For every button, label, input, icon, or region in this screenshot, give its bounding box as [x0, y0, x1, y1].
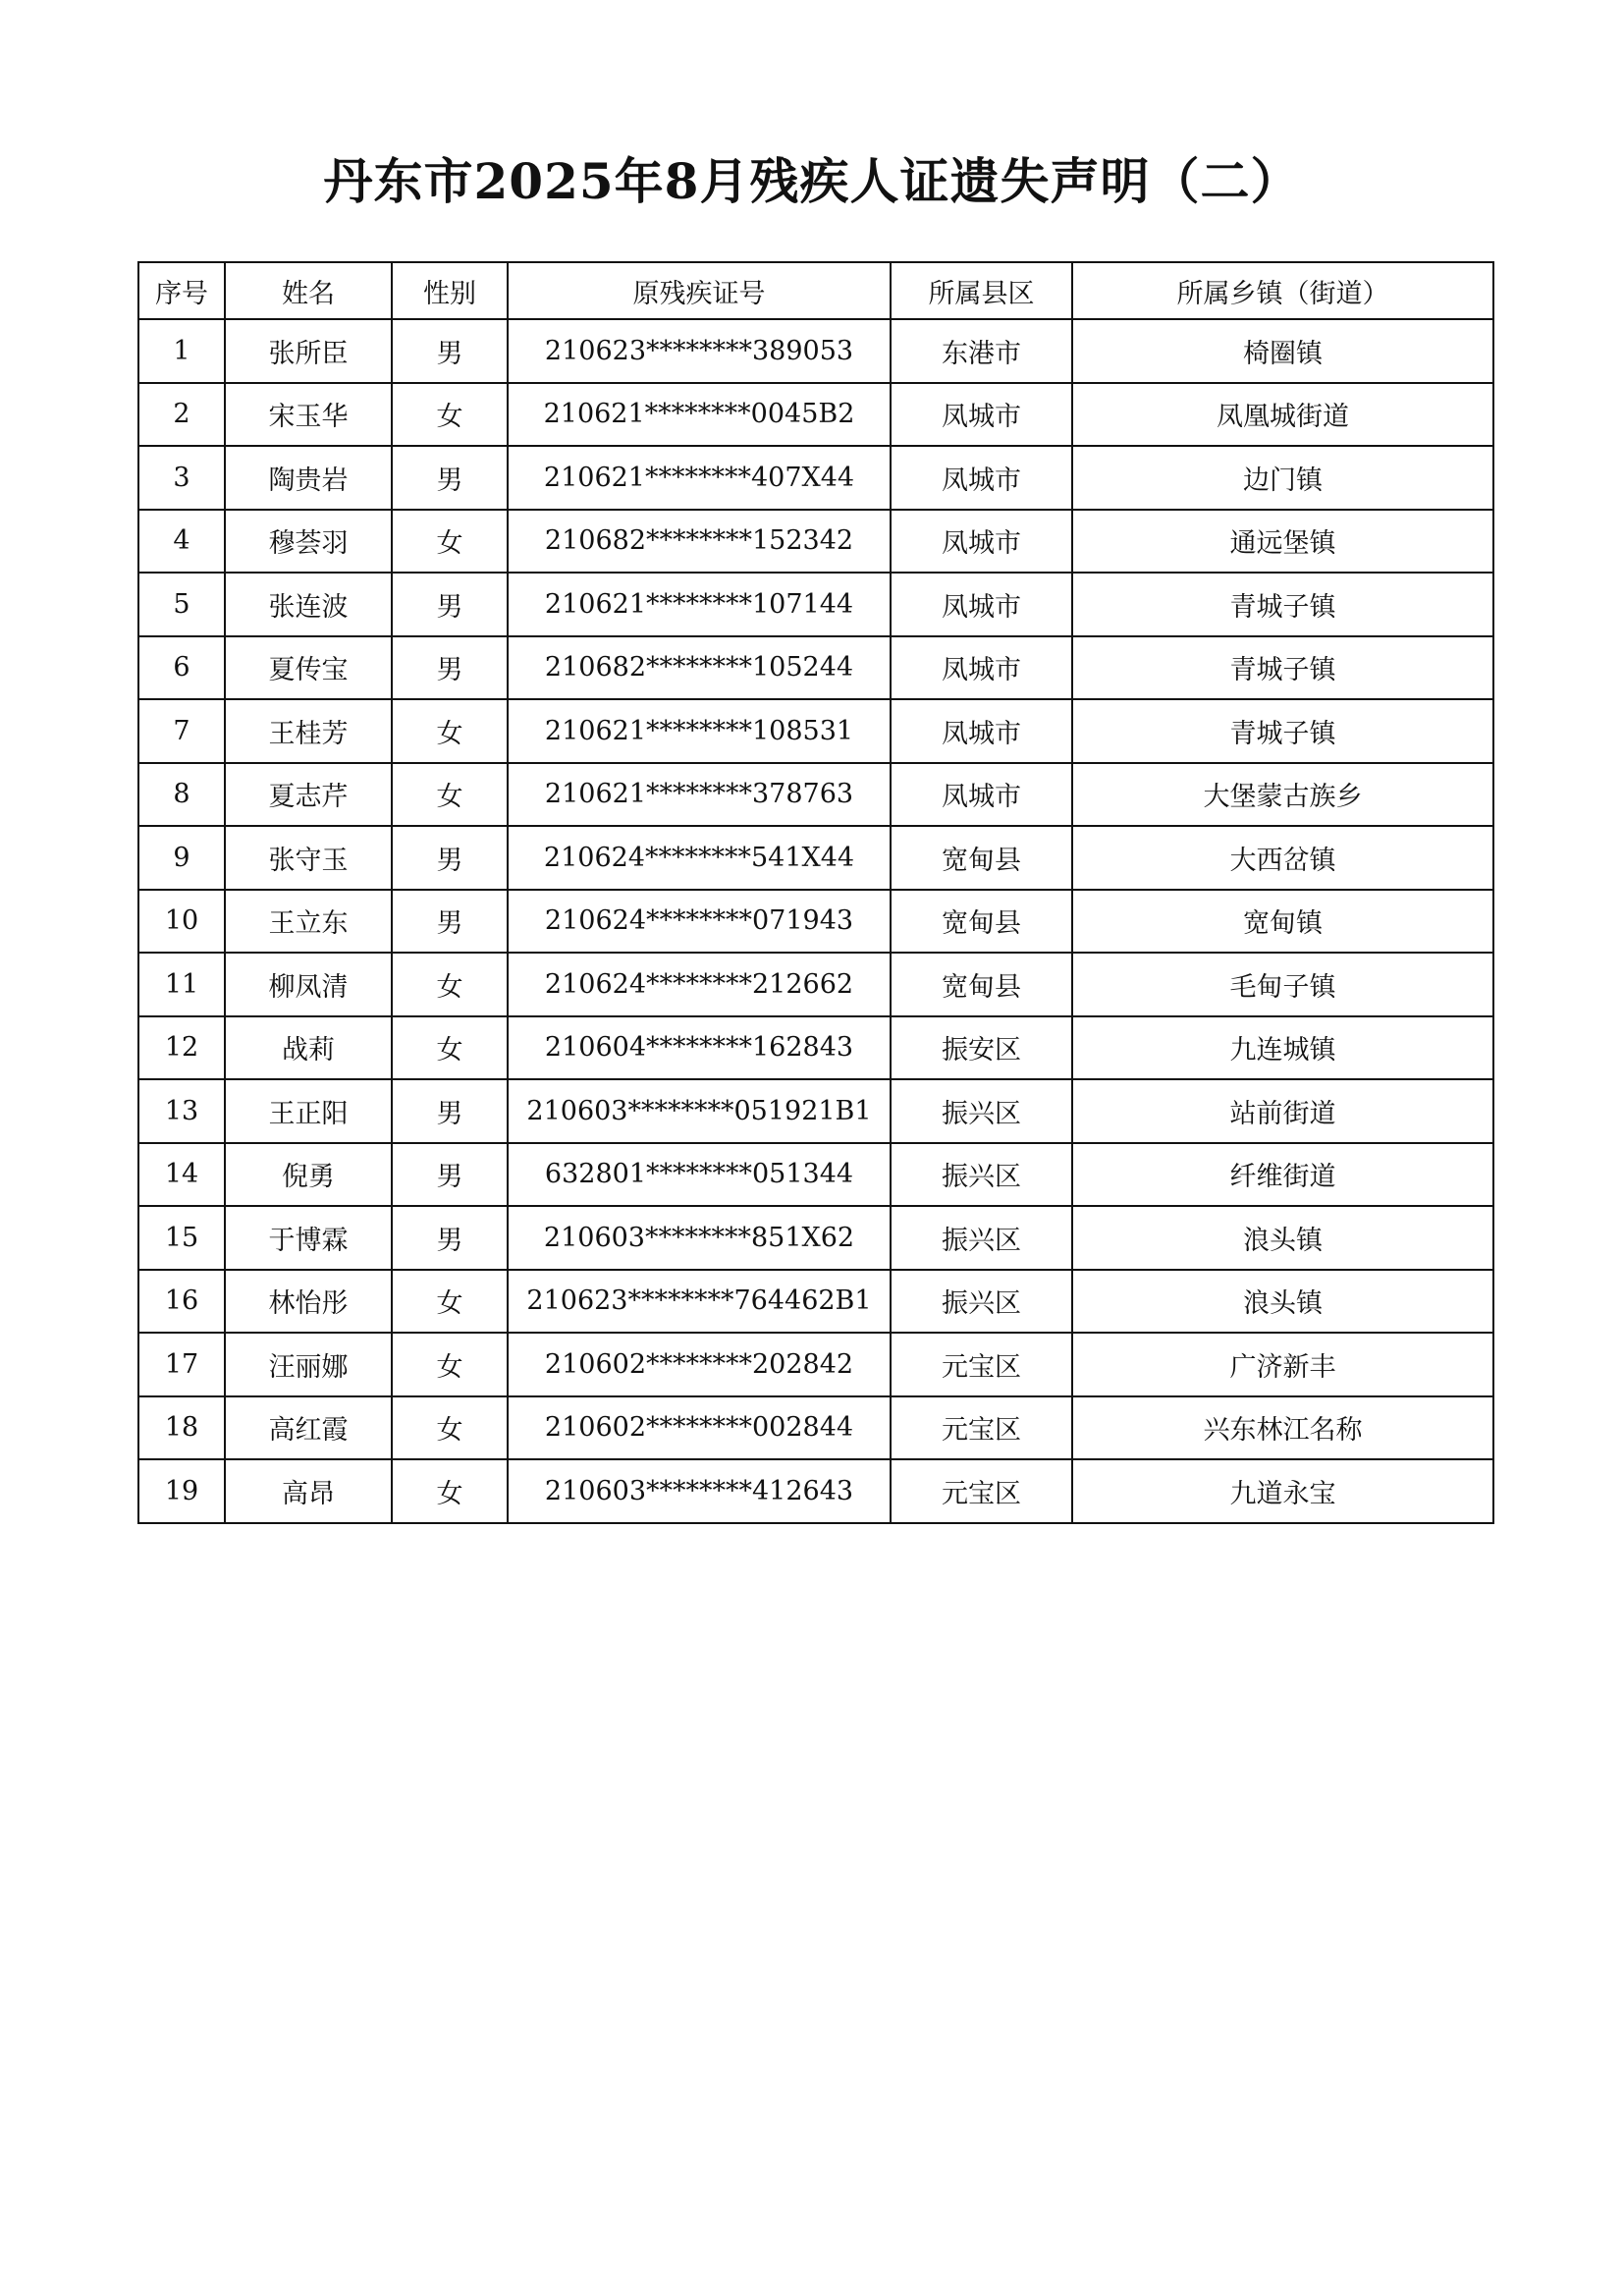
cell-index: 12 [138, 1016, 225, 1080]
cell-name: 高红霞 [225, 1396, 392, 1460]
cell-gender: 女 [392, 699, 508, 763]
table-row [138, 636, 1493, 700]
table-header-row [138, 262, 1493, 319]
cell-county: 凤城市 [891, 383, 1072, 447]
page-title: 丹东市2025年8月残疾人证遗失声明（二） [323, 152, 1301, 210]
table-row [138, 573, 1493, 636]
table-row [138, 1333, 1493, 1396]
cell-name: 张所臣 [225, 319, 392, 383]
table-row [138, 1206, 1493, 1270]
cell-county: 凤城市 [891, 510, 1072, 574]
table-row [138, 1396, 1493, 1460]
cell-name: 张守玉 [225, 826, 392, 890]
cell-index: 1 [138, 319, 225, 383]
cell-certificate-number: 210621********0045B2 [508, 383, 891, 447]
cell-index: 4 [138, 510, 225, 574]
cell-name: 柳凤清 [225, 953, 392, 1016]
cell-certificate-number: 210624********212662 [508, 953, 891, 1016]
cell-certificate-number: 210682********105244 [508, 636, 891, 700]
cell-certificate-number: 632801********051344 [508, 1143, 891, 1207]
lost-certificate-table [137, 261, 1494, 1524]
cell-gender: 女 [392, 1459, 508, 1523]
cell-gender: 女 [392, 510, 508, 574]
header-county: 所属县区 [891, 262, 1072, 319]
header-certificate-number: 原残疾证号 [508, 262, 891, 319]
cell-index: 5 [138, 573, 225, 636]
cell-town: 青城子镇 [1072, 573, 1493, 636]
cell-town: 站前街道 [1072, 1079, 1493, 1143]
cell-town: 青城子镇 [1072, 636, 1493, 700]
cell-county: 宽甸县 [891, 953, 1072, 1016]
cell-gender: 女 [392, 763, 508, 827]
cell-index: 8 [138, 763, 225, 827]
header-index: 序号 [138, 262, 225, 319]
cell-county: 凤城市 [891, 573, 1072, 636]
cell-town: 通远堡镇 [1072, 510, 1493, 574]
cell-county: 元宝区 [891, 1396, 1072, 1460]
cell-gender: 女 [392, 1270, 508, 1334]
cell-gender: 女 [392, 953, 508, 1016]
header-gender: 性别 [392, 262, 508, 319]
cell-index: 17 [138, 1333, 225, 1396]
cell-name: 汪丽娜 [225, 1333, 392, 1396]
cell-certificate-number: 210621********108531 [508, 699, 891, 763]
cell-name: 张连波 [225, 573, 392, 636]
cell-certificate-number: 210624********071943 [508, 890, 891, 954]
cell-town: 大西岔镇 [1072, 826, 1493, 890]
table-row [138, 1459, 1493, 1523]
cell-name: 穆荟羽 [225, 510, 392, 574]
table-row [138, 1143, 1493, 1207]
cell-gender: 男 [392, 826, 508, 890]
cell-name: 王正阳 [225, 1079, 392, 1143]
cell-name: 陶贵岩 [225, 446, 392, 510]
cell-index: 14 [138, 1143, 225, 1207]
cell-town: 九道永宝 [1072, 1459, 1493, 1523]
cell-index: 11 [138, 953, 225, 1016]
cell-town: 毛甸子镇 [1072, 953, 1493, 1016]
cell-index: 2 [138, 383, 225, 447]
cell-gender: 男 [392, 890, 508, 954]
table-row [138, 1016, 1493, 1080]
table-row [138, 1270, 1493, 1334]
cell-gender: 女 [392, 1016, 508, 1080]
cell-county: 宽甸县 [891, 826, 1072, 890]
cell-name: 战莉 [225, 1016, 392, 1080]
cell-index: 6 [138, 636, 225, 700]
cell-certificate-number: 210621********378763 [508, 763, 891, 827]
cell-index: 13 [138, 1079, 225, 1143]
cell-county: 东港市 [891, 319, 1072, 383]
cell-county: 振兴区 [891, 1206, 1072, 1270]
cell-county: 振兴区 [891, 1079, 1072, 1143]
cell-name: 王桂芳 [225, 699, 392, 763]
cell-gender: 男 [392, 1143, 508, 1207]
cell-name: 倪勇 [225, 1143, 392, 1207]
cell-name: 高昂 [225, 1459, 392, 1523]
cell-town: 兴东林江名称 [1072, 1396, 1493, 1460]
header-town: 所属乡镇（街道） [1072, 262, 1493, 319]
cell-town: 广济新丰 [1072, 1333, 1493, 1396]
cell-certificate-number: 210623********389053 [508, 319, 891, 383]
cell-certificate-number: 210682********152342 [508, 510, 891, 574]
cell-certificate-number: 210624********541X44 [508, 826, 891, 890]
cell-town: 九连城镇 [1072, 1016, 1493, 1080]
table-row [138, 319, 1493, 383]
cell-certificate-number: 210604********162843 [508, 1016, 891, 1080]
cell-gender: 男 [392, 1206, 508, 1270]
cell-certificate-number: 210602********002844 [508, 1396, 891, 1460]
cell-name: 夏传宝 [225, 636, 392, 700]
cell-name: 林怡彤 [225, 1270, 392, 1334]
cell-town: 青城子镇 [1072, 699, 1493, 763]
cell-certificate-number: 210603********851X62 [508, 1206, 891, 1270]
table-row [138, 1079, 1493, 1143]
cell-index: 9 [138, 826, 225, 890]
cell-county: 元宝区 [891, 1459, 1072, 1523]
cell-index: 7 [138, 699, 225, 763]
cell-county: 凤城市 [891, 636, 1072, 700]
cell-gender: 女 [392, 1333, 508, 1396]
cell-certificate-number: 210623********764462B1 [508, 1270, 891, 1334]
table-row [138, 953, 1493, 1016]
cell-certificate-number: 210602********202842 [508, 1333, 891, 1396]
table-row [138, 446, 1493, 510]
cell-town: 椅圈镇 [1072, 319, 1493, 383]
cell-gender: 男 [392, 1079, 508, 1143]
cell-town: 宽甸镇 [1072, 890, 1493, 954]
cell-town: 浪头镇 [1072, 1206, 1493, 1270]
table-row [138, 826, 1493, 890]
cell-county: 宽甸县 [891, 890, 1072, 954]
cell-index: 16 [138, 1270, 225, 1334]
cell-town: 大堡蒙古族乡 [1072, 763, 1493, 827]
cell-gender: 男 [392, 573, 508, 636]
cell-gender: 女 [392, 383, 508, 447]
table-row [138, 383, 1493, 447]
cell-gender: 男 [392, 319, 508, 383]
cell-county: 振安区 [891, 1016, 1072, 1080]
cell-town: 边门镇 [1072, 446, 1493, 510]
cell-name: 于博霖 [225, 1206, 392, 1270]
cell-town: 纤维街道 [1072, 1143, 1493, 1207]
cell-name: 夏志芹 [225, 763, 392, 827]
cell-certificate-number: 210621********107144 [508, 573, 891, 636]
header-name: 姓名 [225, 262, 392, 319]
cell-index: 3 [138, 446, 225, 510]
cell-index: 19 [138, 1459, 225, 1523]
cell-county: 振兴区 [891, 1270, 1072, 1334]
cell-certificate-number: 210621********407X44 [508, 446, 891, 510]
cell-gender: 男 [392, 446, 508, 510]
cell-name: 王立东 [225, 890, 392, 954]
cell-county: 凤城市 [891, 699, 1072, 763]
cell-certificate-number: 210603********051921B1 [508, 1079, 891, 1143]
table-row [138, 763, 1493, 827]
table-row [138, 699, 1493, 763]
cell-index: 15 [138, 1206, 225, 1270]
cell-name: 宋玉华 [225, 383, 392, 447]
table-row [138, 890, 1493, 954]
cell-gender: 男 [392, 636, 508, 700]
cell-gender: 女 [392, 1396, 508, 1460]
cell-county: 元宝区 [891, 1333, 1072, 1396]
cell-county: 振兴区 [891, 1143, 1072, 1207]
cell-index: 10 [138, 890, 225, 954]
cell-certificate-number: 210603********412643 [508, 1459, 891, 1523]
cell-town: 浪头镇 [1072, 1270, 1493, 1334]
table-row [138, 510, 1493, 574]
cell-index: 18 [138, 1396, 225, 1460]
cell-county: 凤城市 [891, 763, 1072, 827]
cell-town: 凤凰城街道 [1072, 383, 1493, 447]
cell-county: 凤城市 [891, 446, 1072, 510]
